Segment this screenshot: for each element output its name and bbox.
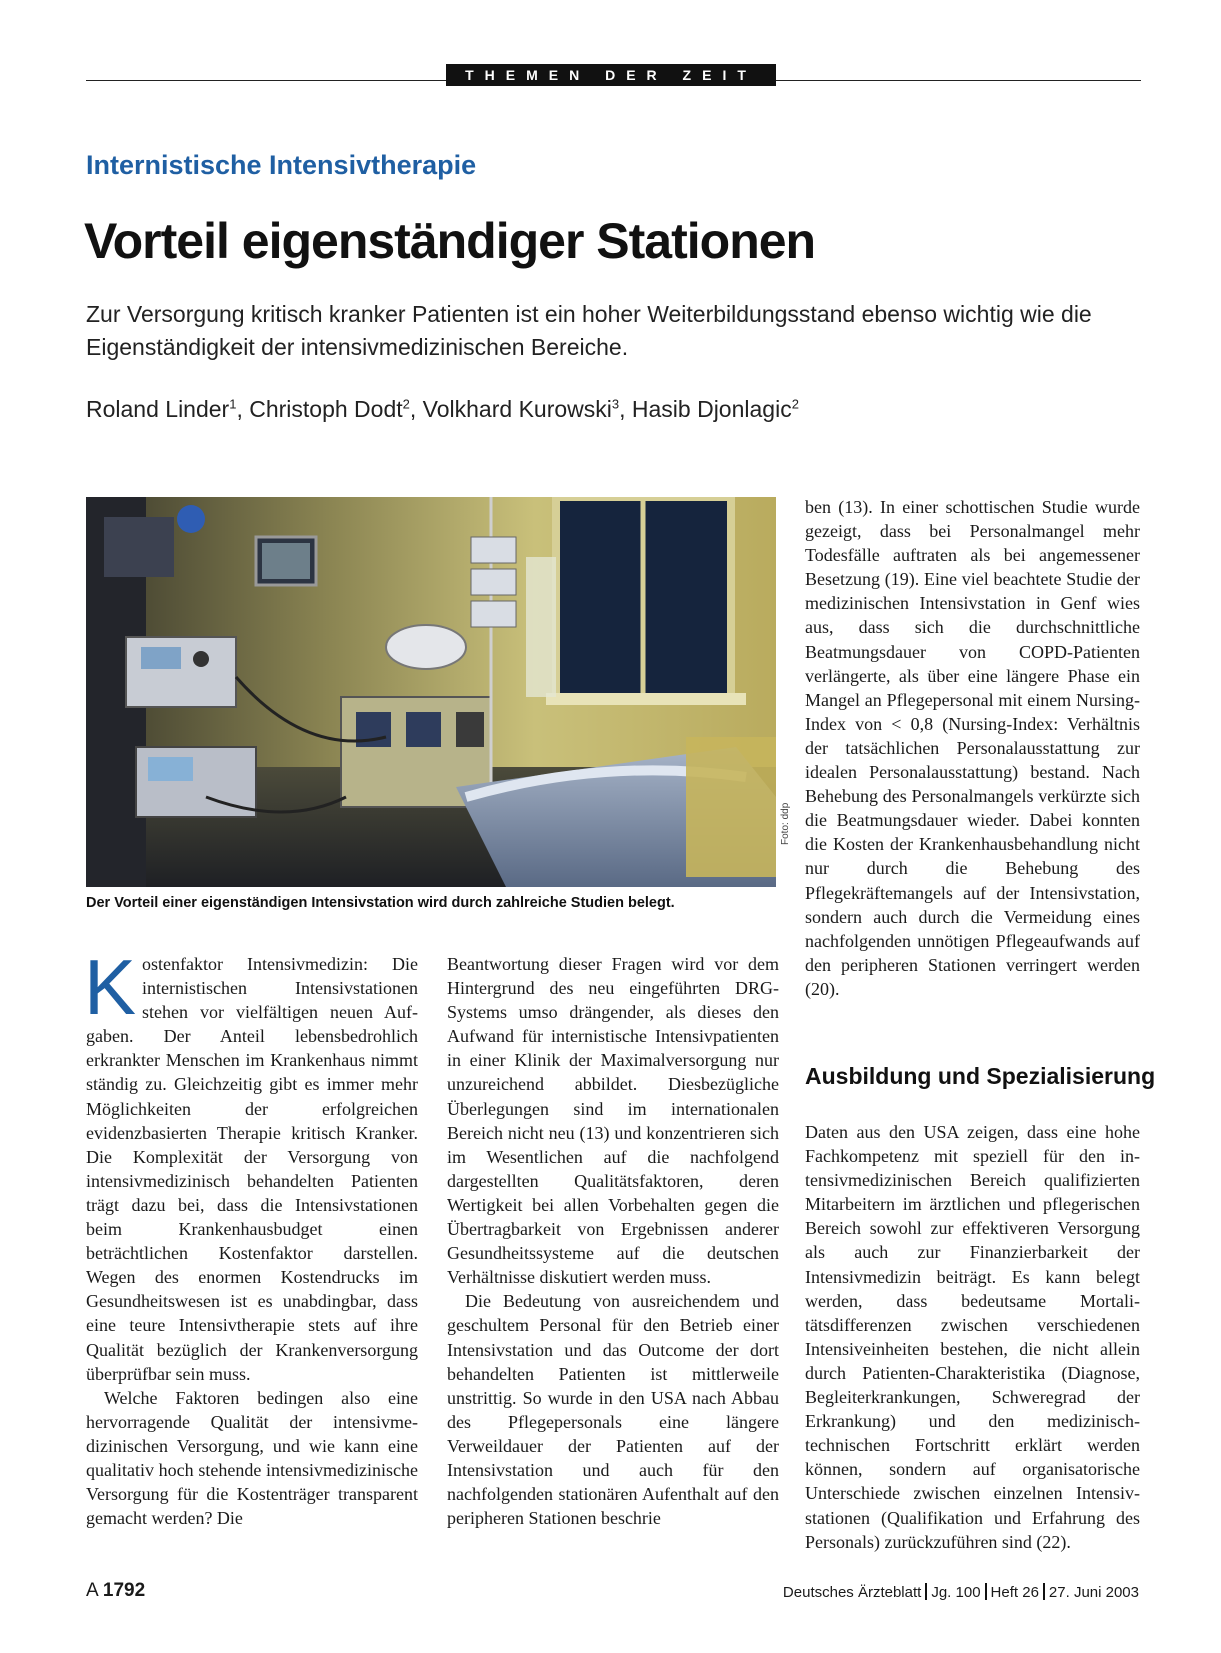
section-label: THEMEN DER ZEIT (446, 64, 776, 86)
author-list: Roland Linder$^1$, Christoph Dodt$^2$, Volkhard Kurowski$^3$, Hasib Djonlagic$^2$ (86, 396, 799, 422)
article-kicker: Internistische Intensivtherapie (86, 150, 477, 180)
article-lead: Zur Versorgung kritisch kranker Patienten ist ein hoher Weiterbildungsstand ebenso wichtig wie die Eigenständigkeit der intensivmedizinischen Bereiche. (86, 301, 1092, 360)
photo-credit: Foto: ddp (780, 802, 791, 845)
author-affiliation: 1 (229, 396, 237, 412)
journal-volume: Jg. 100 (931, 1584, 981, 1601)
drop-cap: K (84, 943, 137, 1031)
author-name: Christoph Dodt (249, 396, 403, 422)
journal-footer (783, 1583, 1139, 1601)
paragraph: Beantwortung dieser Fragen wird vor dem Hintergrund des neu eingeführten DRG-Systems umso drängender, als dieses den Aufwand für internistische Intensivpatienten in einer Klinik der Maximalversorgung nur unzureichend abbildet. Diesbezügliche Überlegungen sind im internationalen Bereich nicht neu (13) und konzentrieren sich im Wesentlichen auf die nachfolgend dargestellten Qualitätsfaktoren, deren Wertigkeit bei allen Vorbehalten gegen die Übertragbarkeit von Ergebnissen anderer Gesundheitssysteme auf die deutschen Verhältnisse diskutiert werden muss. (447, 954, 779, 1288)
author-name: Roland Linder (86, 396, 230, 422)
text-column-3 (805, 495, 1140, 1001)
page-number: A 1792 (86, 1580, 146, 1601)
text-column-2 (447, 952, 779, 1530)
paragraph: Daten aus den USA zeigen, dass eine hohe Fachkompetenz mit speziell für den intensivmedizinischen Bereich qualifizierten Mitarbeitern im ärztlichen und pflegerischen Bereich sowohl zur effektiveren Versorgung als auch zur Finanzierbarkeit der Intensivmedizin beiträgt. Es kann belegt werden, dass bedeutsame Mortalitätsdifferenzen zwischen verschiedenen Intensiveinheiten bestehen, die nicht allein durch Patienten-Charakteristika (Diagnose, Begleiterkrankungen, Schweregrad der Erkrankung) und den medizinisch-technischen Fortschritt erklärt werden können, sondern auf organisatorische Unterschiede zwischen einzelnen Intensivstationen (Qualifikation und Erfahrung des Personals) zurückzuführen sind (22). (805, 1122, 1140, 1552)
text-column-1 (84, 943, 418, 1530)
paragraph: Welche Faktoren bedingen also eine hervorragende Qualität der intensivmedizinischen Versorgung, und wie kann eine qualitativ hoch stehende intensivmedizinische Versorgung für die Kostenträger transparent gemacht werden? Die (86, 1387, 418, 1529)
text-column-3-continued (805, 1120, 1140, 1554)
paragraph: ben (13). In einer schottischen Studie wurde gezeigt, dass bei Personalmangel mehr Todesfälle auftraten als bei angemessener Besetzung (19). Eine viel beachtete Studie der medizinischen Intensivstation in Genf wies aus, dass sich die durchschnittliche Beatmungsdauer von COPD-Patienten verlängerte, als über eine längere Phase ein Mangel an Pflegepersonal mit einem Nursing-Index von < 0,8 (Nursing-Index: Verhältnis der tatsächlichen Personalausstattung zur idealen Personalausstattung) bestand. Nach Behebung des Personalmangels verkürzte sich die Beatmungsdauer wieder. Dabei konnten die Kosten der Krankenhausbehandlung nicht nur durch die Behebung des Pflegekräftemangels auf der Intensivstation, sondern auch durch die Vermeidung eines nachfolgenden unnötigen Pflegeaufwands auf den peripheren Stationen verringert werden (20). (805, 497, 1140, 999)
author-name: Volkhard Kurowski (422, 396, 612, 422)
author-name: Hasib Djonlagic (631, 396, 792, 422)
author-affiliation: 2 (402, 396, 410, 412)
author-affiliation: 3 (611, 396, 620, 412)
journal-name: Deutsches Ärzteblatt (782, 1584, 922, 1601)
icu-photo (86, 497, 776, 887)
author-affiliation: 2 (791, 396, 799, 412)
journal-issue: Heft 26 (990, 1584, 1039, 1601)
section-subheading: Ausbildung und Spezialisierung (805, 1063, 1156, 1089)
article-headline: Vorteil eigenständiger Stationen (84, 213, 816, 269)
journal-date: 27. Juni 2003 (1048, 1584, 1139, 1601)
paragraph: Kostenfaktor Intensivmedizin: Die internistischen Intensivstationen stehen vor vielfältigen neuen Aufgaben. Der Anteil lebensbedrohlich erkrankter Menschen im Krankenhaus nimmt ständig zu. Gleichzeitig gibt es immer mehr Möglichkeiten der erfolgreichen evidenzbasierten Therapie kritisch Kranker. Die Komplexität der Versorgung von intensivmedizinisch behandelten Patienten trägt dazu bei, dass die Intensivstationen beim Krankenhausbudget einen beträchtlichen Kostenfaktor darstellen. Wegen des enormen Kostendrucks im Gesundheitswesen ist es unabdingbar, dass eine teure Intensivtherapie stets auf ihre Qualität bezüglich der Krankenversorgung überprüfbar sein muss. (84, 943, 418, 1384)
photo-caption: Der Vorteil einer eigenständigen Intensivstation wird durch zahlreiche Studien belegt. (86, 895, 675, 911)
paragraph: Die Bedeutung von ausreichendem und geschultem Personal für den Betrieb einer Intensivstation und das Outcome der dort behandelten Patienten ist mittlerweile unstrittig. So wurde in den USA nach Abbau des Pflegepersonals eine längere Verweildauer der Patienten auf der Intensivstation und auch für den nachfolgenden stationären Aufenthalt auf den peripheren Stationen beschrie (447, 1291, 779, 1529)
